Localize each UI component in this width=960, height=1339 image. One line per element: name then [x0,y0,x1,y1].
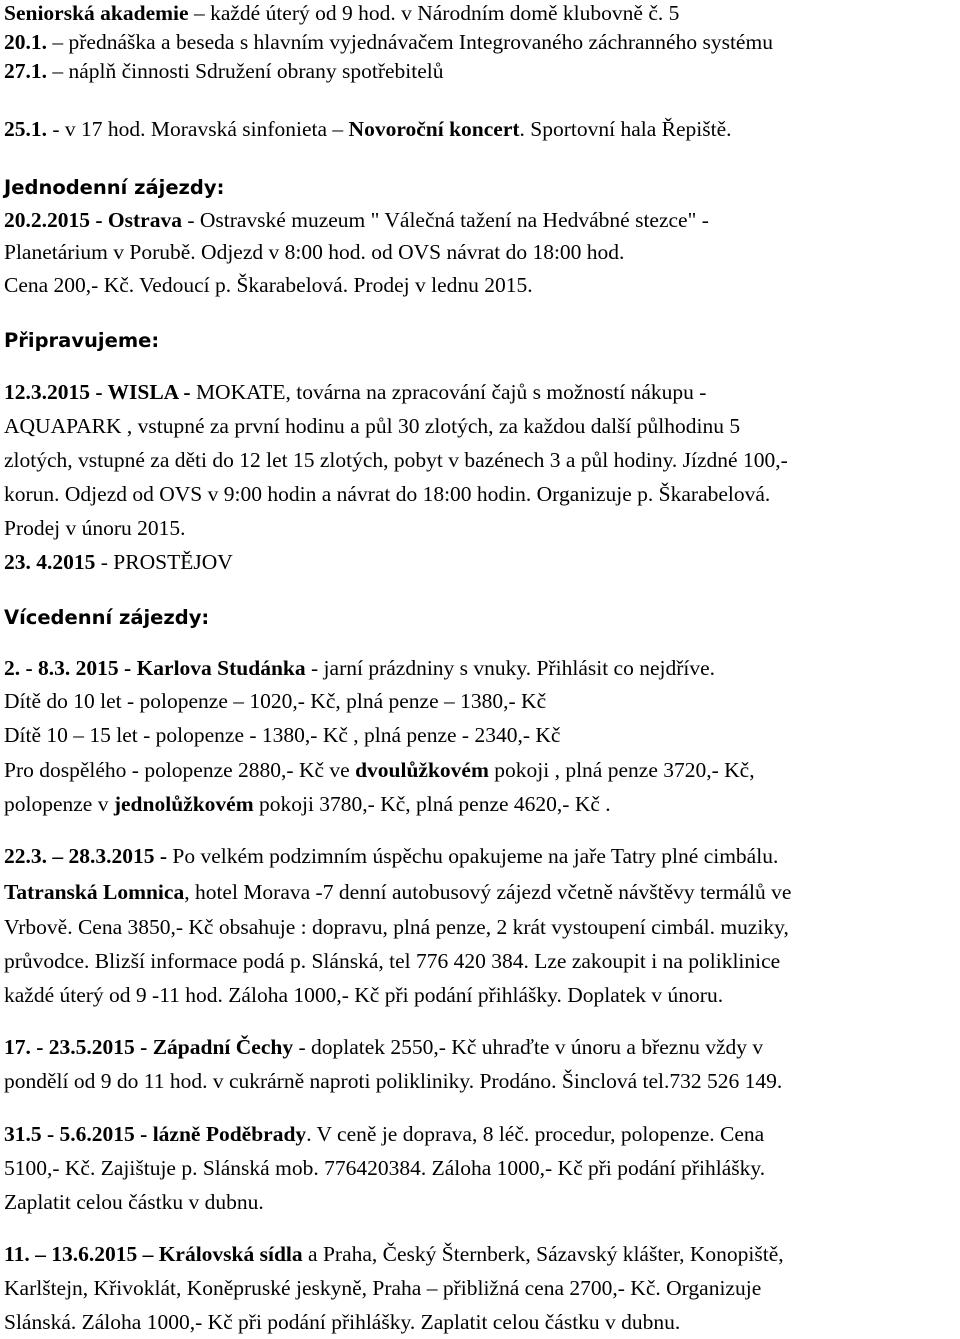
room-type: jednolůžkovém [113,792,254,816]
line-tatry-3: Vrbově. Cena 3850,- Kč obsahuje : dopravu, plná penze, 2 krát vystoupení cimbál. muziky, [4,915,789,939]
line-prostejov [4,547,233,577]
line-dite-10: Dítě do 10 let - polopenze – 1020,- Kč, plná penze – 1380,- Kč [4,689,547,713]
line-ostrava-2: Planetárium v Porubě. Odjezd v 8:00 hod. od OVS návrat do 18:00 hod. [4,240,625,264]
line-text: pokoji , plná penze 3720,- Kč, [488,758,755,782]
line-lead: 23. 4.2015 [4,550,96,574]
line-text: polopenze v [4,792,114,816]
line-jednoluzkovy [4,789,611,819]
line-lead: 17. - 23.5.2015 - Západní Čechy [4,1035,294,1059]
heading-pripravujeme: Připravujeme: [4,329,160,352]
line-wisla-2: AQUAPARK , vstupné za první hodinu a půl 30 zlotých, za každou další půlhodinu 5 [4,414,741,438]
line-text: – každé úterý od 9 hod. v Národním domě klubovně č. 5 [188,1,680,25]
line-lead: 12.3.2015 - WISLA - [4,380,196,404]
line-text: - PROSTĚJOV [95,550,233,574]
line-lead: 27.1. [4,59,47,83]
line-zapadni-cechy-2: pondělí od 9 do 11 hod. v cukrárně naproti polikliniky. Prodáno. Šinclová tel.732 526 149. [4,1069,783,1093]
line-lead: 25.1. [4,117,47,141]
line-ostrava [4,205,709,235]
line-kralovska-sidla-2: Karlštejn, Křivoklát, Koněpruské jeskyně, Praha – přibližná cena 2700,- Kč. Organizuje [4,1276,762,1300]
line-zapadni-cechy [4,1032,763,1062]
line-seniorska-akademie [4,0,679,28]
heading-jednodenni-zajezdy: Jednodenní zájezdy: [4,176,225,199]
line-25-1-concert [4,114,732,144]
line-lead: Tatranská Lomnica [4,880,185,904]
room-type: dvoulůžkovém [355,758,489,782]
line-text: - Ostravské muzeum " Válečná tažení na Hedvábné stezce" - [181,208,709,232]
line-27-1 [4,56,443,86]
line-text: pokoji 3780,- Kč, plná penze 4620,- Kč . [253,792,611,816]
line-text: MOKATE, továrna na zpracování čajů s možností nákupu - [195,380,707,404]
line-text: . V ceně je doprava, 8 léč. procedur, polopenze. Cena [306,1122,765,1146]
line-lead: 20.1. [4,30,47,54]
line-lead: 11. – 13.6.2015 – Královská sídla [4,1242,303,1266]
line-20-1 [4,27,773,57]
line-wisla-4: korun. Odjezd od OVS v 9:00 hodin a návrat do 18:00 hodin. Organizuje p. Škarabelová. [4,482,771,506]
line-dospely [4,755,755,785]
line-text: – přednáška a beseda s hlavním vyjednávačem Integrovaného záchranného systému [47,30,773,54]
line-lead: Seniorská akademie [4,1,189,25]
heading-vicedenni-zajezdy: Vícedenní zájezdy: [4,606,210,629]
line-text: . Sportovní hala Řepiště. [519,117,732,141]
line-text: - v 17 hod. Moravská sinfonieta – [47,117,349,141]
line-tatry [4,841,778,871]
line-text: , hotel Morava -7 denní autobusový zájezd včetně návštěvy termálů ve [184,880,792,904]
line-text: - doplatek 2550,- Kč uhraďte v únoru a březnu vždy v [293,1035,764,1059]
line-wisla-3: zlotých, vstupné za děti do 12 let 15 zlotých, pobyt v bazénech 3 a půl hodiny. Jízdné 100,- [4,448,788,472]
line-text: a Praha, Český Šternberk, Sázavský klášter, Konopiště, [302,1242,784,1266]
line-tatry-4: průvodce. Blizší informace podá p. Slánská, tel 776 420 384. Lze zakoupit i na poliklinice [4,949,781,973]
line-podebrady-2: 5100,- Kč. Zajištuje p. Slánská mob. 776420384. Záloha 1000,- Kč při podání přihlášky. [4,1156,766,1180]
line-lead: 22.3. – 28.3.2015 - [4,844,168,868]
line-text: Po velkém podzimním úspěchu opakujeme na jaře Tatry plné cimbálu. [167,844,779,868]
line-dite-10-15: Dítě 10 – 15 let - polopenze - 1380,- Kč , plná penze - 2340,- Kč [4,723,561,747]
line-ostrava-3: Cena 200,- Kč. Vedoucí p. Škarabelová. Prodej v lednu 2015. [4,273,533,297]
line-wisla [4,377,706,407]
line-wisla-5: Prodej v únoru 2015. [4,516,186,540]
line-kralovska-sidla-3: Slánská. Záloha 1000,- Kč při podání přihlášky. Zaplatit celou částku v dubnu. [4,1310,681,1334]
line-lead: 20.2.2015 - Ostrava [4,208,182,232]
line-tatranska-lomnica [4,877,791,907]
line-tatry-5: každé úterý od 9 -11 hod. Záloha 1000,- Kč při podání přihlášky. Doplatek v únoru. [4,983,724,1007]
line-karlova-studanka [4,653,715,683]
line-lead: 2. - 8.3. 2015 - Karlova Studánka [4,656,306,680]
line-text: - jarní prázdniny s vnuky. Přihlásit co nejdříve. [305,656,716,680]
line-podebrady [4,1119,764,1149]
line-text: Pro dospělého - polopenze 2880,- Kč ve [4,758,356,782]
line-kralovska-sidla [4,1239,784,1269]
line-text: – náplň činnosti Sdružení obrany spotřebitelů [47,59,444,83]
line-podebrady-3: Zaplatit celou částku v dubnu. [4,1190,264,1214]
concert-name: Novoroční koncert [348,117,520,141]
line-lead: 31.5 - 5.6.2015 - lázně Poděbrady [4,1122,307,1146]
